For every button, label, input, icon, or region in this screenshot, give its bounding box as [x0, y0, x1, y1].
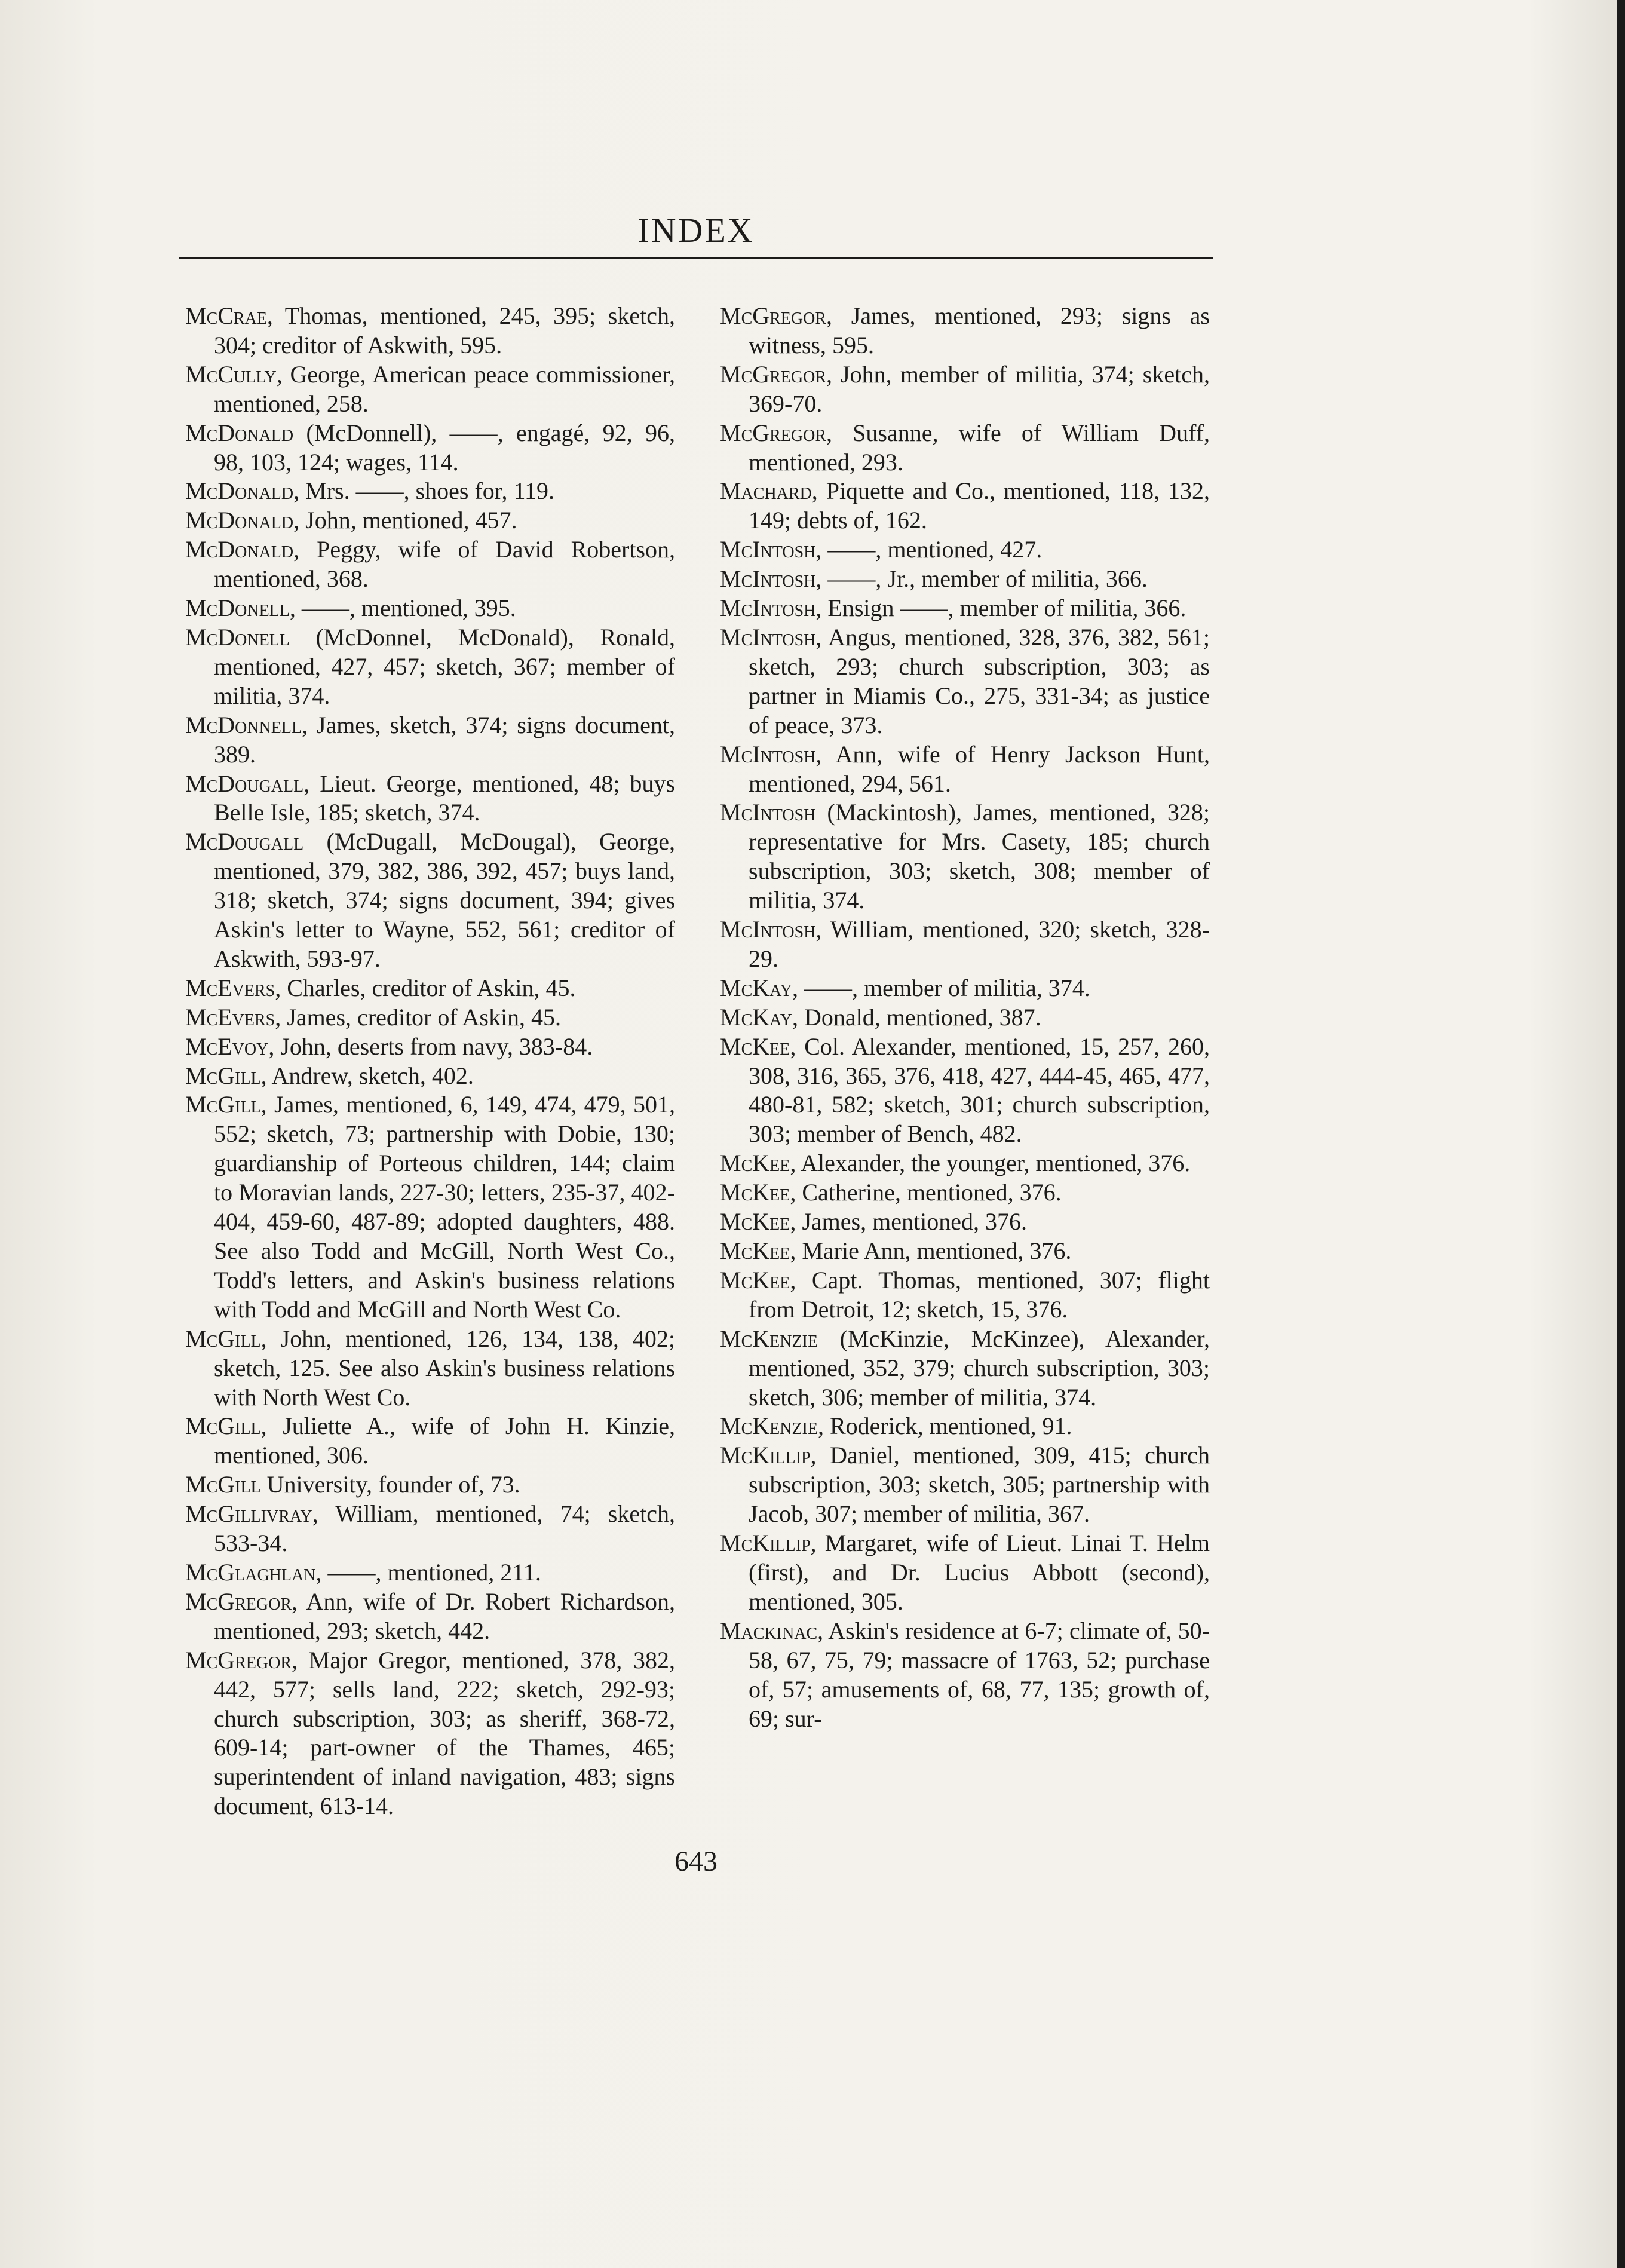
entry-headword: Mackinac, — [720, 1617, 824, 1644]
entry-headword: McEvers, — [185, 1003, 281, 1031]
entry-headword: McDonell, — [185, 594, 296, 622]
entry-text: ——, mentioned, 427. — [821, 536, 1043, 563]
index-entry — [720, 594, 1210, 623]
entry-headword: McGill, — [185, 1091, 267, 1118]
index-entry — [185, 1412, 675, 1470]
entry-text: Piquette and Co., mentioned, 118, 132, 149; debts of, 162. — [749, 477, 1210, 534]
index-entry — [720, 419, 1210, 477]
entry-headword: McEvoy, — [185, 1032, 275, 1060]
entry-text: ——, Jr., member of militia, 366. — [821, 565, 1148, 593]
entry-text: Peggy, wife of David Robertson, mentioned, 368. — [214, 536, 675, 593]
entry-text: Ensign ——, member of militia, 366. — [821, 594, 1186, 622]
entry-headword: McGregor, — [720, 419, 833, 446]
entry-headword: McDonald, — [185, 507, 300, 534]
index-entry — [185, 1003, 675, 1032]
entry-text: Donald, mentioned, 387. — [798, 1003, 1041, 1031]
index-entry — [185, 1500, 675, 1558]
index-entry — [185, 1470, 675, 1500]
index-entry — [185, 419, 675, 477]
entry-headword: McGill, — [185, 1412, 267, 1440]
index-entry — [720, 302, 1210, 360]
entry-headword: McDougall, — [185, 770, 310, 797]
index-column-left — [185, 302, 675, 1821]
index-column-right — [720, 302, 1210, 1733]
entry-headword: McDonnell, — [185, 711, 308, 738]
entry-text: Daniel, mentioned, 309, 415; church subscription, 303; sketch, 305; partnership with Jacob, 307; member of militia, 367. — [749, 1442, 1210, 1528]
entry-text: Major Gregor, mentioned, 378, 382, 442, 577; sells land, 222; sketch, 292-93; church subscription, 303; as sheriff, 368-72, 609-14; part-owner of the Thames, 465; superintendent of inland navigation, 483; signs document, 613-14. — [214, 1646, 675, 1820]
index-entry — [185, 827, 675, 974]
index-entry — [185, 302, 675, 360]
entry-text: (McDonnel, McDonald), Ronald, mentioned, 427, 457; sketch, 367; member of militia, 374. — [214, 623, 675, 709]
index-entry — [185, 594, 675, 623]
index-entry — [720, 1441, 1210, 1529]
entry-headword: McGillivray, — [185, 1500, 318, 1528]
entry-text: Juliette A., wife of John H. Kinzie, mentioned, 306. — [214, 1412, 675, 1469]
index-entry — [185, 360, 675, 419]
entry-text: John, member of militia, 374; sketch, 369-70. — [749, 360, 1210, 417]
entry-headword: McKee, — [720, 1032, 796, 1060]
entry-headword: McGill, — [185, 1325, 267, 1352]
index-entry — [185, 1325, 675, 1412]
entry-text: Col. Alexander, mentioned, 15, 257, 260, 308, 316, 365, 376, 418, 427, 444-45, 465, 477, 480-81, 582; sketch, 301; church subscription, 303; member of Bench, 482. — [749, 1032, 1210, 1148]
entry-text: (McDugall, McDougal), George, mentioned, 379, 382, 386, 392, 457; buys land, 318; sketch, 374; signs document, 394; gives Askin's letter to Wayne, 552, 561; creditor of Askwith, 593-97. — [214, 828, 675, 972]
entry-headword: McGregor, — [185, 1646, 298, 1674]
index-entry — [720, 1178, 1210, 1207]
entry-text: James, mentioned, 293; signs as witness, 595. — [749, 302, 1210, 358]
entry-headword: McKee, — [720, 1208, 796, 1236]
entry-headword: McKillip, — [720, 1442, 817, 1469]
page-title: INDEX — [637, 211, 755, 250]
entry-headword: McIntosh, — [720, 623, 822, 651]
entry-text: Askin's residence at 6-7; climate of, 50-58, 67, 75, 79; massacre of 1763, 52; purchase of, 57; amusements of, 68, 77, 135; growth of, 69; sur- — [749, 1617, 1210, 1732]
entry-headword: McEvers, — [185, 974, 281, 1001]
entry-headword: McIntosh, — [720, 594, 822, 622]
entry-headword: McIntosh, — [720, 536, 822, 563]
entry-text: James, mentioned, 376. — [796, 1208, 1027, 1236]
entry-headword: McIntosh, — [720, 916, 822, 943]
entry-text: Thomas, mentioned, 245, 395; sketch, 304; creditor of Askwith, 595. — [214, 302, 675, 358]
entry-headword: McGlaghlan, — [185, 1558, 322, 1586]
index-entry — [185, 506, 675, 535]
entry-headword: McIntosh, — [720, 565, 822, 593]
entry-headword: McKee, — [720, 1179, 796, 1206]
entry-text: Capt. Thomas, mentioned, 307; flight from Detroit, 12; sketch, 15, 376. — [749, 1266, 1210, 1323]
entry-text: Roderick, mentioned, 91. — [823, 1412, 1072, 1440]
page-number: 643 — [674, 1846, 718, 1877]
entry-text: Mrs. ——, shoes for, 119. — [299, 477, 555, 505]
page-edge-shadow — [1617, 0, 1625, 2268]
entry-text: William, mentioned, 74; sketch, 533-34. — [214, 1500, 675, 1557]
entry-headword: McKee, — [720, 1237, 796, 1264]
entry-text: ——, mentioned, 211. — [321, 1558, 541, 1586]
entry-headword: McGill — [185, 1471, 261, 1498]
entry-headword: McIntosh, — [720, 740, 822, 768]
index-entry — [720, 535, 1210, 565]
entry-headword: McKee, — [720, 1150, 796, 1177]
index-entry — [720, 1032, 1210, 1150]
index-entry — [720, 1529, 1210, 1617]
index-entry — [185, 1090, 675, 1324]
entry-headword: McDonald — [185, 419, 294, 446]
entry-text: Susanne, wife of William Duff, mentioned, 293. — [749, 419, 1210, 476]
entry-text: Charles, creditor of Askin, 45. — [281, 974, 576, 1001]
index-entry — [720, 974, 1210, 1003]
header-rule — [179, 257, 1213, 259]
entry-text: ——, member of militia, 374. — [798, 974, 1090, 1001]
index-entry — [720, 1617, 1210, 1734]
entry-text: William, mentioned, 320; sketch, 328-29. — [749, 916, 1210, 972]
entry-headword: McKillip, — [720, 1530, 817, 1557]
index-entry — [720, 477, 1210, 535]
entry-text: Marie Ann, mentioned, 376. — [796, 1237, 1072, 1264]
entry-headword: McKenzie, — [720, 1412, 824, 1440]
entry-headword: McDonald, — [185, 536, 300, 563]
entry-headword: McKee, — [720, 1266, 796, 1294]
entry-text: George, American peace commissioner, mentioned, 258. — [214, 360, 675, 417]
entry-text: Ann, wife of Dr. Robert Richardson, mentioned, 293; sketch, 442. — [214, 1587, 675, 1644]
entry-text: Lieut. George, mentioned, 48; buys Belle Isle, 185; sketch, 374. — [214, 770, 675, 826]
entry-headword: McCully, — [185, 360, 283, 388]
entry-headword: McCrae, — [185, 302, 273, 329]
entry-headword: McIntosh — [720, 799, 816, 826]
entry-headword: McDougall — [185, 828, 304, 856]
index-entry — [185, 770, 675, 828]
entry-headword: McGregor, — [185, 1587, 298, 1615]
index-entry — [720, 1149, 1210, 1178]
index-entry — [720, 623, 1210, 740]
entry-text: Angus, mentioned, 328, 376, 382, 561; sketch, 293; church subscription, 303; as partner in Miamis Co., 275, 331-34; as justice of peace, 373. — [749, 623, 1210, 738]
entry-headword: Machard, — [720, 477, 818, 505]
index-entry — [185, 623, 675, 711]
index-entry — [185, 1558, 675, 1587]
index-entry — [185, 1062, 675, 1091]
entry-text: (Mackintosh), James, mentioned, 328; representative for Mrs. Casety, 185; church subscription, 303; sketch, 308; member of militia, 374. — [749, 799, 1210, 914]
index-entry — [185, 711, 675, 770]
entry-text: James, mentioned, 6, 149, 474, 479, 501, 552; sketch, 73; partnership with Dobie, 130; guardianship of Porteous children, 144; claim to Moravian lands, 227-30; letters, 235-37, 402-404, 459-60, 487-89; adopted daughters, 488. See also Todd and McGill, North West Co., Todd's letters, and Askin's business relations with Todd and McGill and North West Co. — [214, 1091, 675, 1323]
index-entry — [185, 535, 675, 594]
entry-text: James, creditor of Askin, 45. — [281, 1003, 562, 1031]
index-entry — [720, 1003, 1210, 1032]
entry-headword: McGill, — [185, 1062, 267, 1089]
index-entry — [720, 915, 1210, 974]
index-entry — [720, 1237, 1210, 1266]
entry-headword: McKay, — [720, 1003, 798, 1031]
index-entry — [720, 1266, 1210, 1325]
index-entry — [720, 1207, 1210, 1237]
entry-text: Ann, wife of Henry Jackson Hunt, mentioned, 294, 561. — [749, 740, 1210, 797]
index-entry — [720, 1412, 1210, 1441]
entry-text: John, mentioned, 126, 134, 138, 402; sketch, 125. See also Askin's business relations with North West Co. — [214, 1325, 675, 1411]
entry-text: (McDonnell), ——, engagé, 92, 96, 98, 103, 124; wages, 114. — [214, 419, 675, 476]
entry-text: (McKinzie, McKinzee), Alexander, mentioned, 352, 379; church subscription, 303; sketch, 306; member of militia, 374. — [749, 1325, 1210, 1411]
entry-text: James, sketch, 374; signs document, 389. — [214, 711, 675, 768]
entry-text: Alexander, the younger, mentioned, 376. — [796, 1150, 1191, 1177]
entry-text: ——, mentioned, 395. — [295, 594, 516, 622]
index-entry — [185, 1646, 675, 1821]
entry-text: Andrew, sketch, 402. — [266, 1062, 474, 1089]
index-entry — [720, 360, 1210, 419]
index-entry — [185, 477, 675, 506]
entry-text: University, founder of, 73. — [260, 1471, 520, 1498]
index-entry — [720, 565, 1210, 594]
entry-text: Catherine, mentioned, 376. — [796, 1179, 1062, 1206]
index-entry — [720, 740, 1210, 799]
entry-headword: McGregor, — [720, 302, 833, 329]
index-entry — [185, 974, 675, 1003]
entry-headword: McGregor, — [720, 360, 833, 388]
index-entry — [720, 798, 1210, 915]
entry-text: John, mentioned, 457. — [299, 507, 517, 534]
entry-headword: McKenzie — [720, 1325, 818, 1352]
entry-text: Margaret, wife of Lieut. Linai T. Helm (first), and Dr. Lucius Abbott (second), mentioned, 305. — [749, 1530, 1210, 1615]
entry-headword: McKay, — [720, 974, 798, 1001]
entry-headword: McDonald, — [185, 477, 300, 505]
entry-headword: McDonell — [185, 623, 290, 651]
index-entry — [720, 1325, 1210, 1412]
index-entry — [185, 1587, 675, 1646]
entry-text: John, deserts from navy, 383-84. — [274, 1032, 593, 1060]
index-entry — [185, 1032, 675, 1062]
